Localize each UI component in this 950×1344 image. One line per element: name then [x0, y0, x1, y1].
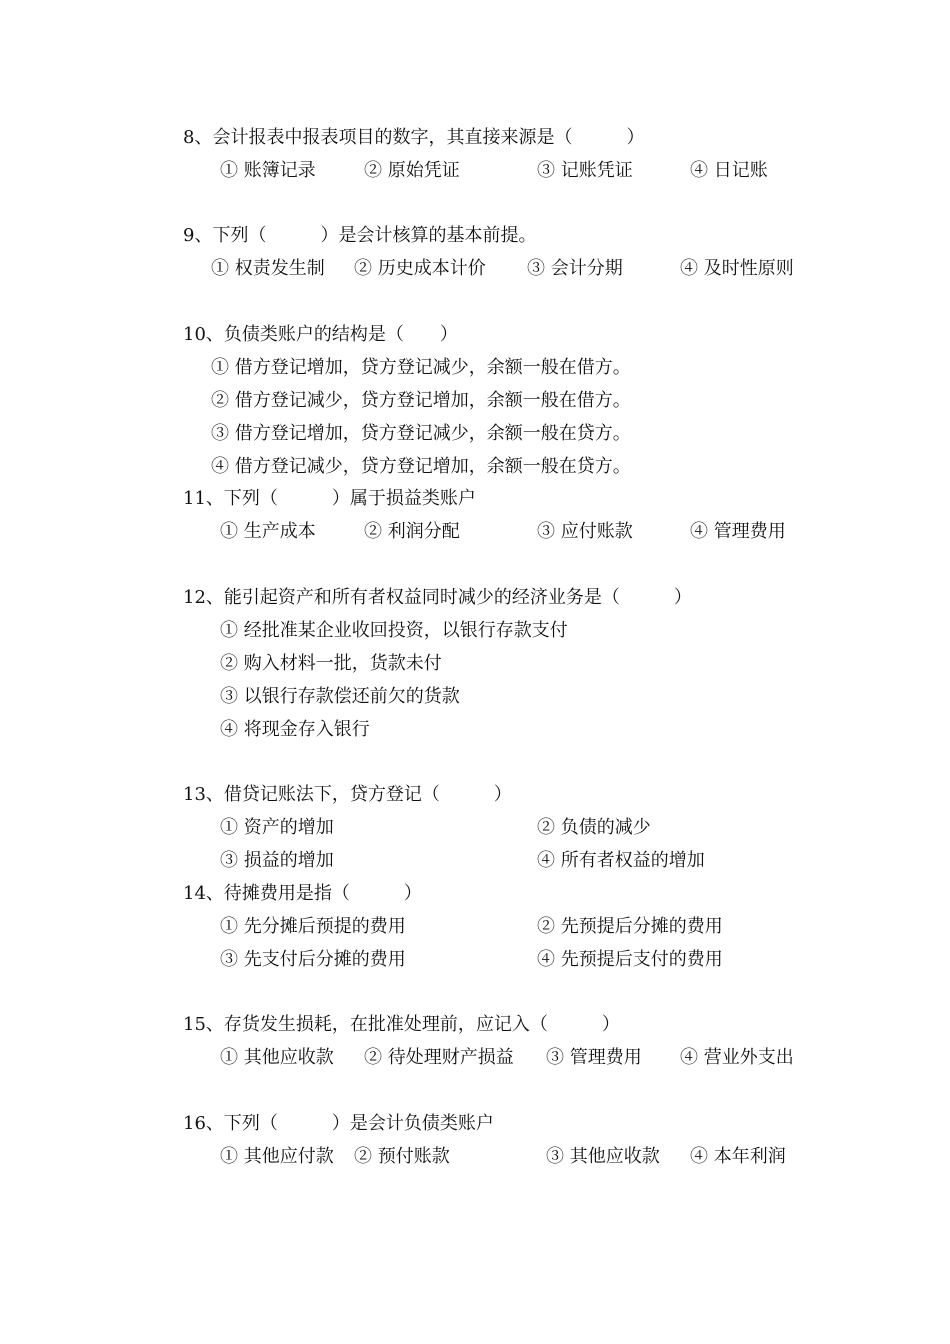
question-stem: 9、下列（ ）是会计核算的基本前提。	[183, 225, 537, 246]
option-2: ② 预付账款	[354, 1146, 450, 1167]
option-2: ② 待处理财产损益	[364, 1047, 514, 1068]
option-3: ③ 会计分期	[527, 258, 623, 279]
question-stem: 11、下列（ ）属于损益类账户	[183, 488, 476, 509]
question-stem: 16、下列（ ）是会计负债类账户	[183, 1113, 494, 1134]
option-1: ① 权责发生制	[211, 258, 325, 279]
option-1: ① 借方登记增加，贷方登记减少，余额一般在借方。	[211, 357, 631, 378]
option-1: ① 经批准某企业收回投资，以银行存款支付	[220, 620, 568, 641]
question-stem: 12、能引起资产和所有者权益同时减少的经济业务是（ ）	[183, 587, 692, 608]
option-3: ③ 管理费用	[546, 1047, 642, 1068]
option-3: ③ 损益的增加	[220, 850, 334, 871]
option-1: ① 先分摊后预提的费用	[220, 916, 406, 937]
question-stem: 13、借贷记账法下，贷方登记（ ）	[183, 784, 512, 805]
option-4: ④ 日记账	[690, 160, 768, 181]
option-3: ③ 应付账款	[537, 521, 633, 542]
option-3: ③ 先支付后分摊的费用	[220, 949, 406, 970]
option-1: ① 资产的增加	[220, 817, 334, 838]
option-1: ① 账簿记录	[220, 160, 316, 181]
option-4: ④ 营业外支出	[680, 1047, 794, 1068]
option-2: ② 借方登记减少，贷方登记增加，余额一般在借方。	[211, 390, 631, 411]
option-3: ③ 借方登记增加，贷方登记减少，余额一般在贷方。	[211, 423, 631, 444]
option-2: ② 负债的减少	[537, 817, 651, 838]
option-2: ② 原始凭证	[364, 160, 460, 181]
question-stem: 8、会计报表中报表项目的数字，其直接来源是（ ）	[183, 127, 645, 148]
question-stem: 15、存货发生损耗，在批准处理前，应记入（ ）	[183, 1014, 620, 1035]
option-4: ④ 及时性原则	[680, 258, 794, 279]
option-3: ③ 以银行存款偿还前欠的货款	[220, 686, 460, 707]
option-3: ③ 记账凭证	[537, 160, 633, 181]
option-2: ② 利润分配	[364, 521, 460, 542]
option-1: ① 生产成本	[220, 521, 316, 542]
option-4: ④ 管理费用	[690, 521, 786, 542]
option-4: ④ 借方登记减少，贷方登记增加，余额一般在贷方。	[211, 456, 631, 477]
option-2: ② 购入材料一批，货款未付	[220, 653, 442, 674]
option-2: ② 历史成本计价	[354, 258, 486, 279]
question-stem: 14、待摊费用是指（ ）	[183, 883, 422, 904]
question-stem: 10、负债类账户的结构是（ ）	[183, 324, 458, 345]
option-4: ④ 本年利润	[690, 1146, 786, 1167]
option-4: ④ 所有者权益的增加	[537, 850, 705, 871]
option-3: ③ 其他应收款	[546, 1146, 660, 1167]
option-4: ④ 将现金存入银行	[220, 719, 370, 740]
option-2: ② 先预提后分摊的费用	[537, 916, 723, 937]
option-4: ④ 先预提后支付的费用	[537, 949, 723, 970]
option-1: ① 其他应收款	[220, 1047, 334, 1068]
option-1: ① 其他应付款	[220, 1146, 334, 1167]
